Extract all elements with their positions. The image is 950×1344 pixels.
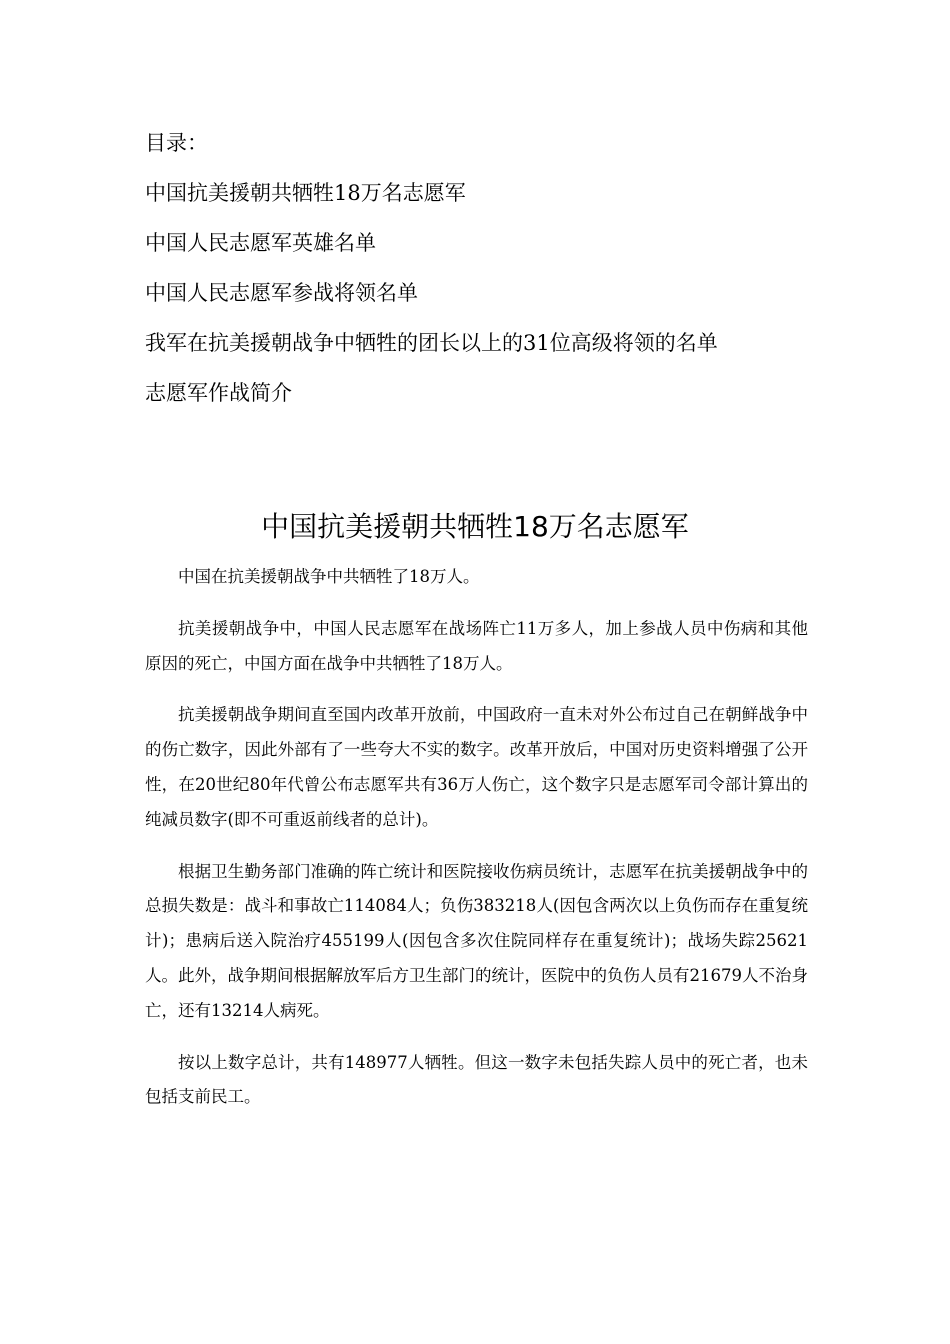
section-body: [145, 560, 808, 1132]
table-of-contents: [145, 118, 845, 418]
toc-item-1[interactable]: 中国抗美援朝共牺牲18万名志愿军: [145, 181, 466, 205]
paragraph-1: 中国在抗美援朝战争中共牺牲了18万人。: [178, 567, 480, 586]
toc-item-2[interactable]: 中国人民志愿军英雄名单: [145, 231, 376, 255]
section-title: 中国抗美援朝共牺牲18万名志愿军: [261, 510, 689, 543]
toc-heading: 目录：: [145, 131, 208, 155]
paragraph-4: 根据卫生勤务部门准确的阵亡统计和医院接收伤病员统计，志愿军在抗美援朝战争中的总损失数是：战斗和事故亡114084人；负伤383218人(因包含两次以上负伤而存在重复统计)；患病后送入院治疗455199人(因包含多次住院同样存在重复统计)；战场失踪25621人。此外，战争期间根据解放军后方卫生部门的统计，医院中的负伤人员有21679人不治身亡，还有13214人病死。: [145, 861, 808, 1020]
paragraph-2: 抗美援朝战争中，中国人民志愿军在战场阵亡11万多人，加上参战人员中伤病和其他原因的死亡，中国方面在战争中共牺牲了18万人。: [145, 618, 808, 673]
toc-item-3[interactable]: 中国人民志愿军参战将领名单: [145, 281, 418, 305]
paragraph-3: 抗美援朝战争期间直至国内改革开放前，中国政府一直未对外公布过自己在朝鲜战争中的伤亡数字，因此外部有了一些夸大不实的数字。改革开放后，中国对历史资料增强了公开性，在20世纪80年代曾公布志愿军共有36万人伤亡，这个数字只是志愿军司令部计算出的纯减员数字(即不可重返前线者的总计)。: [145, 705, 808, 829]
paragraph-5: 按以上数字总计，共有148977人牺牲。但这一数字未包括失踪人员中的死亡者，也未包括支前民工。: [145, 1052, 808, 1107]
toc-item-4[interactable]: 我军在抗美援朝战争中牺牲的团长以上的31位高级将领的名单: [145, 331, 718, 355]
toc-item-5[interactable]: 志愿军作战简介: [145, 381, 292, 405]
